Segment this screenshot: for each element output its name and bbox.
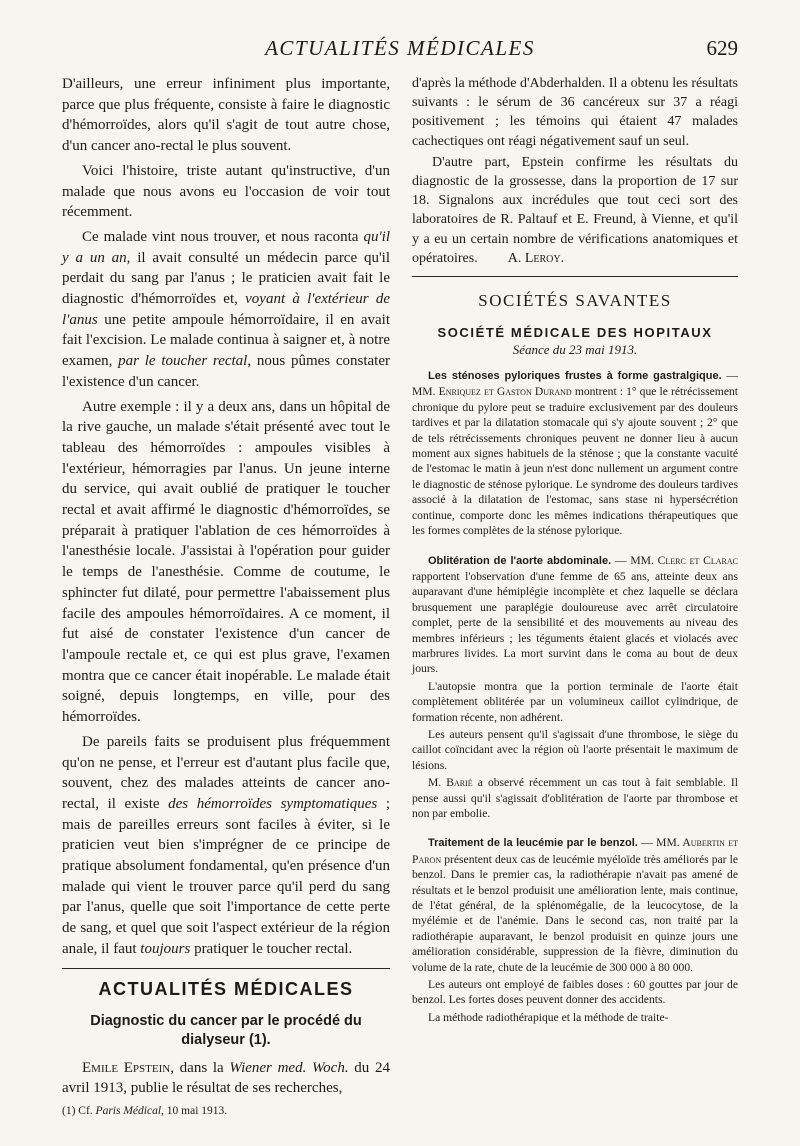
abstract-paragraph: M. Barié a observé récemment un cas tout à fait semblable. Il pense aussi qu'il s'agissait d'oblitération de l'aorte par thrombose et non par embolie.	[412, 776, 738, 820]
running-title: ACTUALITÉS MÉDICALES	[265, 36, 535, 60]
abstract-title: Les sténoses pyloriques frustes à forme gastralgique.	[428, 370, 722, 383]
abstract-paragraph: Traitement de la leucémie par le benzol. — MM. Aubertin et Paron présentent deux cas de leucémie myéloïde très améliorés par le benzol. Dans le premier cas, la radiothérapie n'avait pas amené de résultats et le benzol produisit une amélioration lente, mais continue, de l'état général, de la splénomégalie, de la leucocytose, de la myélémie et de l'anémie. Dans le second cas, non traité par la radiothérapie auparavant, le benzol produisit en quinze jours une amélioration considérable, suppression de la fièvre, diminution du volume de la rate, chute de la leucémie de 300 000 à 80 000.	[412, 836, 739, 974]
abstract-paragraph: Les auteurs ont employé de faibles doses : 60 gouttes par jour de benzol. Les fortes doses peuvent donner des accidents.	[412, 978, 738, 1007]
paragraph: D'ailleurs, une erreur infiniment plus importante, parce que plus fréquente, consiste à faire le diagnostic d'hémorroïdes, alors qu'il s'agit de tout autre chose, d'un cancer ano-rectal le plus souvent.	[62, 76, 390, 155]
paragraph: De pareils faits se produisent plus fréquemment qu'on ne pense, et l'erreur est d'autant plus facile que, souvent, chez des malades atteints de cancer ano-rectal, il existe des hémorroïdes symptomatiques ; mais de pareilles erreurs sont faciles à éviter, si le praticien veut bien s'imprégner de ce principe de pratique absolument fondamental, qu'en présence d'un malade qui vient le trouver parce qu'il perd du sang par l'anus, quelle que soit l'importance de cette perte de sang, et quel que soit l'aspect extérieur de la région anale, il faut toujours pratiquer le toucher rectal.	[62, 733, 390, 957]
paragraph: D'autre part, Epstein confirme les résultats du diagnostic de la grossesse, dans la proportion de 17 sur 18. Signalons aux incrédules que tout ceci sort des laboratoires de R. Paltauf et E. Freund, à Vienne, et qu'il y a eu un certain nombre de vérifications anatomiques et opératoires. A. Leroy.	[412, 154, 738, 266]
abstract-title: Traitement de la leucémie par le benzol.	[428, 837, 638, 850]
paragraph: Emile Epstein, dans la Wiener med. Woch. du 24 avril 1913, publie le résultat de ses recherches,	[62, 1059, 391, 1097]
emphasis: des hémorroïdes symptomatiques	[168, 795, 378, 812]
abstract-paragraph: Oblitération de l'aorte abdominale. — MM. Clerc et Clarac rapportent l'observation d'une femme de 65 ans, atteinte deux ans auparavant d'une hémiplégie incomplète et chez laquelle se déclara brusquement une paraplégie douloureuse avec arrêt circulatoire complet, perte de la sensibilité et des mouvements au niveau des membres inférieurs ; les téguments étaient glacés et violacés avec marbrures livides. La mort survint dans le coma au bout de deux jours.	[412, 553, 738, 676]
section-title: SOCIÉTÉS SAVANTES	[478, 291, 672, 311]
abstract-title: Oblitération de l'aorte abdominale.	[428, 554, 612, 567]
abstract-paragraph: L'autopsie montra que la portion terminale de l'aorte était complètement oblitérée par un volumineux caillot cylindrique, de formation récente, non adhérent.	[412, 679, 738, 724]
emphasis: qu'il y a un an	[62, 228, 391, 266]
paragraph: Autre exemple : il y a deux ans, dans un hôpital de la rive gauche, un malade s'était présenté avec tout le tableau des hémorroïdes : ampoules visibles à l'extérieur, hémorragies par l'anus. Un jeune interne du service, qui avait oublié de pratiquer le toucher rectal et avait affirmé le diagnostic d'hémorroïdes, se préparait à pratiquer l'ablation de ces hémorroïdes à l'anesthésie locale. J'assistai à l'opération pour guider le temps de l'anesthésie. Comme de coutume, le sphincter fut dilaté, pour permettre l'abaissement plus facile des ampoules hémorroïdaires. A ce moment, il fut aisé de constater l'existence d'un cancer de l'ampoule rectale et, ce qui est plus grave, l'examen montra que ce cancer était inopérable. Le malade était soigné, depuis longtemps, en ville, pour des hémorroïdes.	[62, 398, 390, 726]
left-column	[62, 74, 390, 1117]
session-date: Séance du 23 mai 1913.	[512, 342, 638, 358]
paragraph: Voici l'histoire, triste autant qu'instructive, d'un malade que nous avons eu l'occasion de voir tout récemment.	[62, 162, 390, 221]
paragraph: Ce malade vint nous trouver, et nous raconta qu'il y a un an, il avait consulté un médecin parce qu'il perdait du sang par l'anus ; le praticien avait fait le diagnostic d'hémorroïdes et, voyant à l'extérieur de l'anus une petite ampoule hémorroïdaire, il en avait fait l'excision. Le malade continua à saigner et, à notre examen, par le toucher rectal, nous pûmes constater l'existence d'un cancer.	[62, 228, 391, 390]
abstract-paragraph: Les sténoses pyloriques frustes à forme gastralgique. — MM. Enriquez et Gaston Durand montrent : 1° que le rétrécissement chronique du pylore peut se traduire exclusivement par des douleurs tardives et par la dilatation stomacale qui s'y ajoute souvent ; 2° que de tels rétrécissements chroniques peuvent ne donner lieu à aucun moment aux signes habituels de la sténose ; que la constante vacuité de l'estomac le matin à jeun n'est donc nullement un argument contre le diagnostic de sténose pylorique. Le syndrome des douleurs tardives associé à la dilatation de l'estomac, sans stase ni hypersécrétion continue, comporte donc les mêmes indications thérapeutiques que les formes complètes de la sténose pylorique.	[412, 369, 738, 538]
abstract-paragraph: La méthode radiothérapique et la méthode de traite-	[428, 1010, 669, 1024]
section-divider	[412, 276, 738, 277]
emphasis: voyant à l'extérieur de l'anus	[62, 291, 390, 328]
page-number: 629	[706, 36, 738, 60]
emphasis: par le toucher rectal	[118, 353, 248, 370]
running-head	[60, 36, 740, 66]
signature: A. Leroy.	[507, 250, 565, 266]
emphasis: toujours	[140, 940, 191, 957]
section-divider	[62, 968, 390, 969]
abstract-paragraph: Les auteurs pensent qu'il s'agissait d'une thrombose, le siège du caillot coïncidant avec la région où l'aorte présentait le maximum de lésions.	[412, 727, 738, 772]
footnote: (1) Cf. Paris Médical, 10 mai 1913.	[62, 1104, 228, 1117]
paragraph: d'après la méthode d'Abderhalden. Il a obtenu les résultats suivants : le sérum de 36 cancéreux sur 37 a réagi positivement ; les témoins qui étaient 47 malades cachectiques ont réagi négativement sauf un seul.	[412, 76, 738, 149]
article-title: Diagnostic du cancer par le procédé du dialyseur (1).	[90, 1012, 362, 1048]
journal-name: Wiener med. Woch.	[229, 1059, 349, 1076]
right-column	[412, 74, 738, 1027]
author-name: Emile Epstein	[82, 1059, 171, 1076]
society-title: SOCIÉTÉ MÉDICALE DES HOPITAUX	[437, 325, 713, 341]
section-title: ACTUALITÉS MÉDICALES	[98, 978, 354, 999]
